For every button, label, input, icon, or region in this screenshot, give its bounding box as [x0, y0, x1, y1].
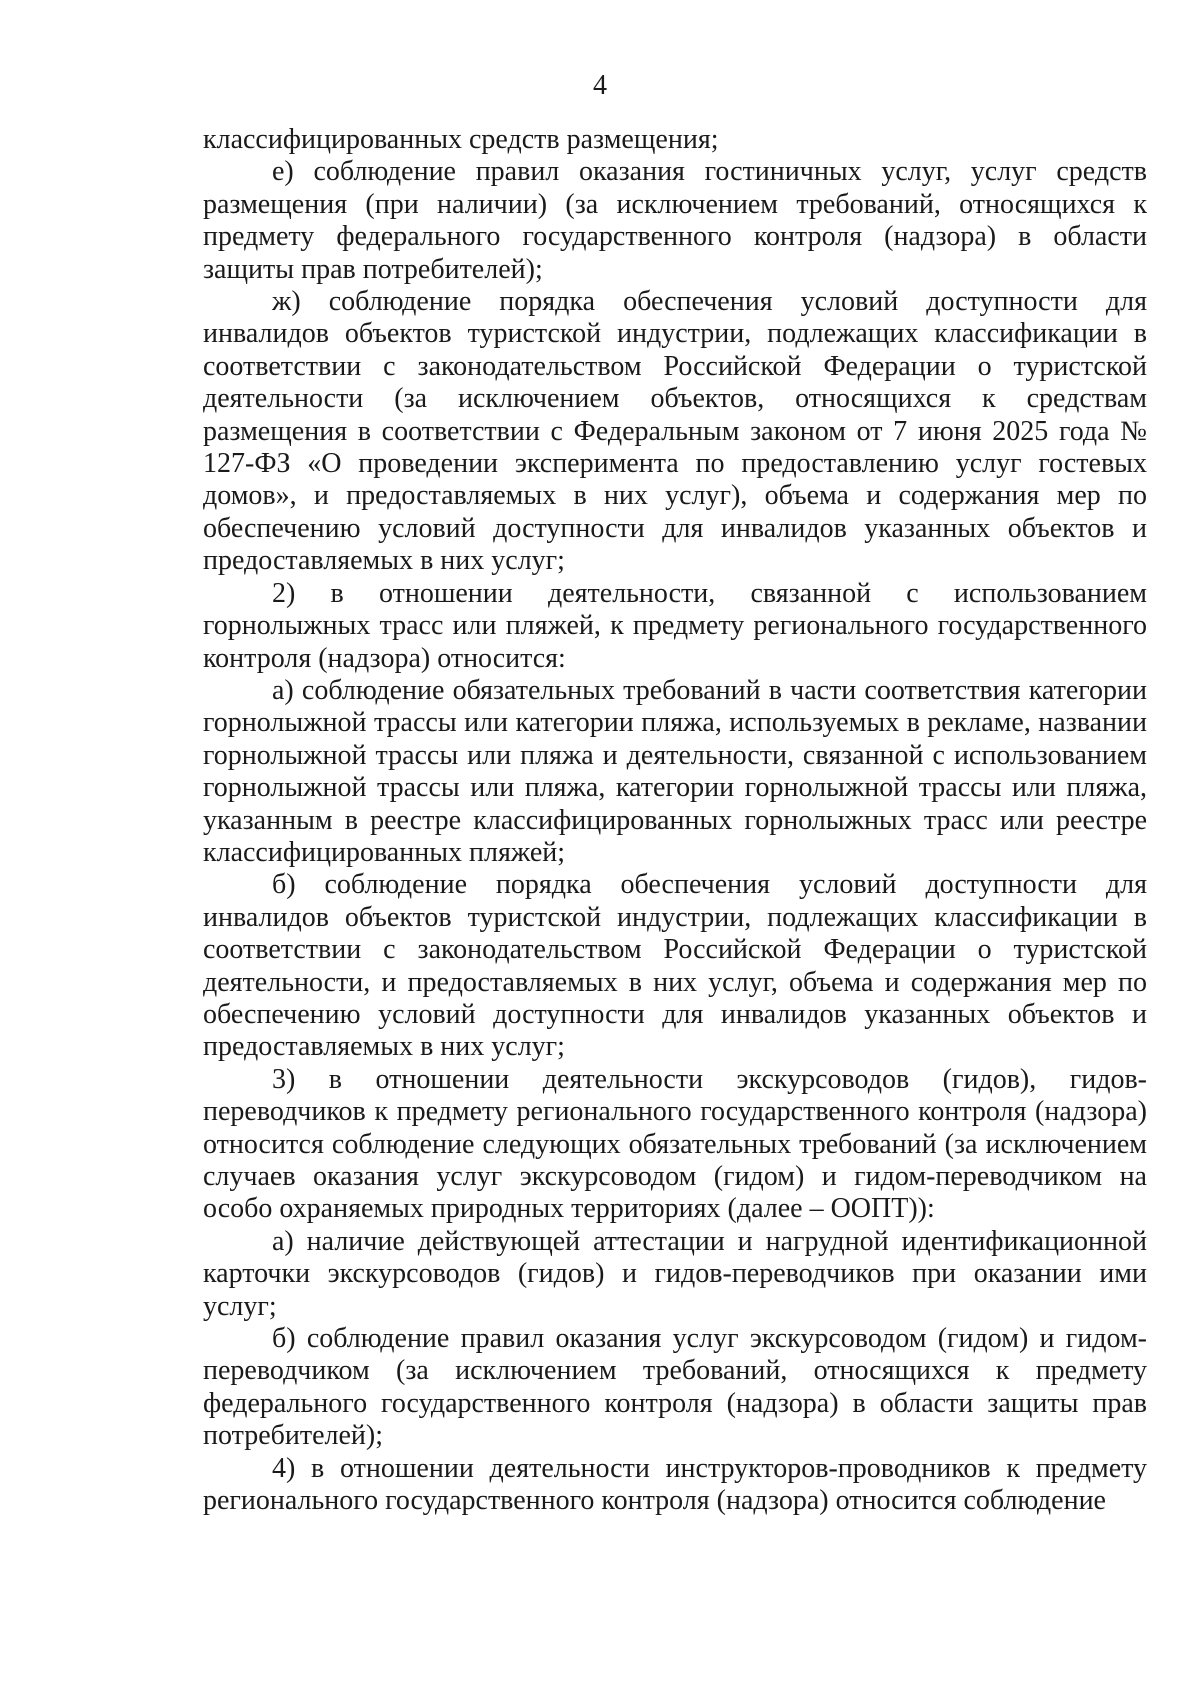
- paragraph-item-2b: б) соблюдение порядка обеспечения условий доступности для инвалидов объектов туристской индустрии, подлежащих классификации в соответствии с законодательством Российской Федерации о туристской деятельности, и предоставляемых в них услуг, объема и содержания мер по обеспечению условий доступности для инвалидов указанных объектов и предоставляемых в них услуг;: [203, 869, 1147, 1063]
- paragraph-item-4: 4) в отношении деятельности инструкторов-проводников к предмету регионального государственного контроля (надзора) относится соблюдение: [203, 1452, 1147, 1517]
- document-body: [203, 124, 1147, 1517]
- paragraph-item-2: 2) в отношении деятельности, связанной с использованием горнолыжных трасс или пляжей, к предмету регионального государственного контроля (надзора) относится:: [203, 577, 1147, 674]
- paragraph-item-2a: а) соблюдение обязательных требований в части соответствия категории горнолыжной трассы или категории пляжа, используемых в рекламе, названии горнолыжной трассы или пляжа и деятельности, связанной с использованием горнолыжной трассы или пляжа, категории горнолыжной трассы или пляжа, указанным в реестре классифицированных горнолыжных трасс или реестре классифицированных пляжей;: [203, 674, 1147, 868]
- page-number: 4: [593, 70, 607, 101]
- paragraph-item-e: е) соблюдение правил оказания гостиничных услуг, услуг средств размещения (при наличии) (за исключением требований, относящихся к предмету федерального государственного контроля (надзора) в области защиты прав потребителей);: [203, 156, 1147, 285]
- paragraph-continuation: классифицированных средств размещения;: [203, 124, 719, 155]
- paragraph-item-zh: ж) соблюдение порядка обеспечения условий доступности для инвалидов объектов туристской индустрии, подлежащих классификации в соответствии с законодательством Российской Федерации о туристской деятельности (за исключением объектов, относящихся к средствам размещения в соответствии с Федеральным законом от 7 июня 2025 года № 127-ФЗ «О проведении эксперимента по предоставлению услуг гостевых домов», и предоставляемых в них услуг), объема и содержания мер по обеспечению условий доступности для инвалидов указанных объектов и предоставляемых в них услуг;: [203, 286, 1147, 577]
- paragraph-item-3: 3) в отношении деятельности экскурсоводов (гидов), гидов-переводчиков к предмету регионального государственного контроля (надзора) относится соблюдение следующих обязательных требований (за исключением случаев оказания услуг экскурсоводом (гидом) и гидом-переводчиком на особо охраняемых природных территориях (далее – ООПТ)):: [203, 1063, 1147, 1225]
- paragraph-item-3a: а) наличие действующей аттестации и нагрудной идентификационной карточки экскурсоводов (гидов) и гидов-переводчиков при оказании ими услуг;: [203, 1225, 1147, 1322]
- paragraph-item-3b: б) соблюдение правил оказания услуг экскурсоводом (гидом) и гидом-переводчиком (за исключением требований, относящихся к предмету федерального государственного контроля (надзора) в области защиты прав потребителей);: [203, 1323, 1147, 1452]
